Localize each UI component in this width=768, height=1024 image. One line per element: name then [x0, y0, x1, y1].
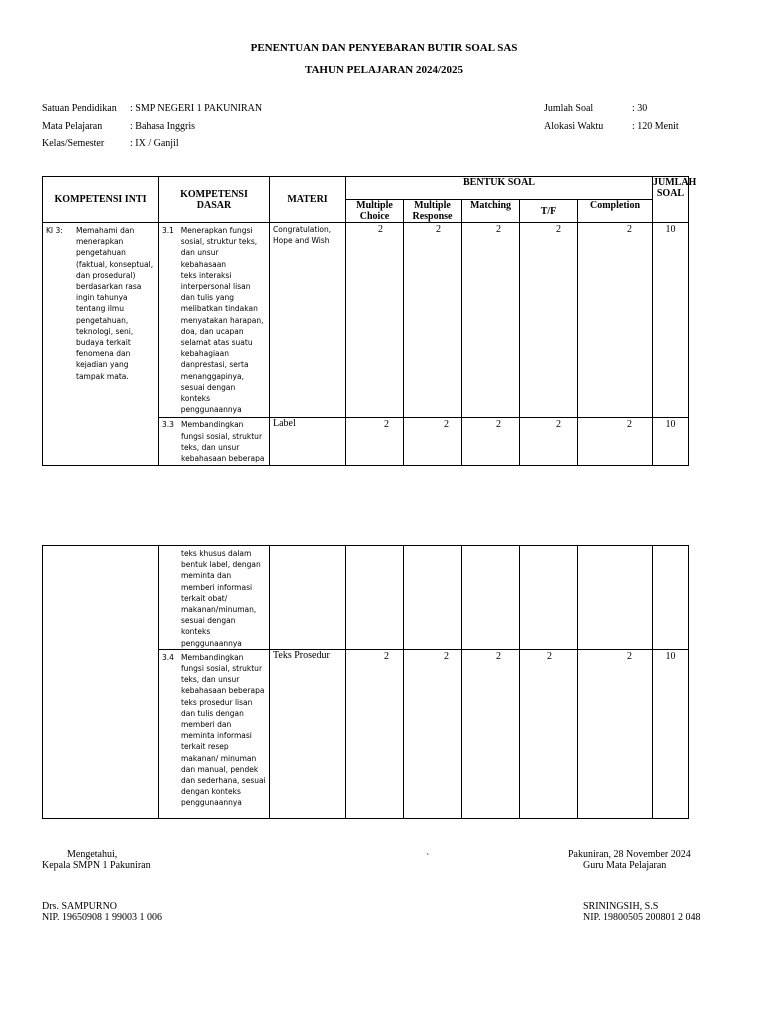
tf-count: 2	[520, 418, 578, 466]
kd-continuation-text: teks khusus dalam bentuk label, dengan meminta dan memberi informasi terkait obat/ makanan/minuman, sesuai dengan konteks penggunaannya	[181, 549, 261, 648]
ki-label: KI 3:	[46, 226, 63, 235]
guru-title: Guru Mata Pelajaran	[583, 860, 667, 871]
header-matching: Matching	[462, 200, 520, 223]
table-row	[43, 546, 689, 650]
mr-count: 2	[404, 418, 462, 466]
kd-continuation-cell	[159, 546, 270, 650]
header-materi: MATERI	[270, 177, 346, 223]
header-multiple-response: Multiple Response	[404, 200, 462, 223]
mr-count: 2	[404, 649, 462, 818]
tf-count: 2	[520, 649, 578, 818]
ki-cell	[43, 223, 159, 466]
matching-count: 2	[462, 649, 520, 818]
kepala-name: Drs. SAMPURNO	[42, 901, 118, 912]
header-completion: Completion	[578, 200, 653, 223]
guru-name: SRININGSIH, S.S	[583, 901, 659, 912]
place-date: Pakuniran, 28 November 2024	[568, 849, 691, 860]
mr-count: 2	[404, 223, 462, 418]
jumlah-soal-label: Jumlah Soal	[544, 103, 594, 114]
header-jumlah-soal: JUMLAH SOAL	[653, 177, 689, 223]
jumlah-count: 10	[653, 223, 689, 418]
jumlah-soal-value: : 30	[632, 103, 648, 114]
page-subtitle: TAHUN PELAJARAN 2024/2025	[304, 64, 464, 76]
materi-cell: Label	[270, 418, 346, 466]
satuan-label: Satuan Pendidikan	[42, 103, 117, 114]
kd-number: 3.3	[162, 420, 174, 430]
kd-text: Membandingkan fungsi sosial, struktur teks, dan unsur kebahasaan beberapa teks prosedur lisan dan tulis dengan memberi dan meminta informasi terkait resep makanan/ minuman dan manual, pendek dan sederhana, sesuai dengan konteks penggunaannya	[181, 652, 266, 808]
soal-table-continued	[42, 545, 689, 819]
mc-count: 2	[346, 418, 404, 466]
materi-cell: Teks Prosedur	[270, 649, 346, 818]
stray-mark: `	[426, 853, 430, 864]
ki-text: Memahami dan menerapkan pengetahuan (faktual, konseptual, dan prosedural) berdasarkan rasa ingin tahunya tentang ilmu pengetahuan, teknologi, seni, budaya terkait fenomena dan kejadian yang tampak mata.	[76, 226, 154, 381]
mengetahui-label: Mengetahui,	[67, 849, 118, 860]
mc-count: 2	[346, 649, 404, 818]
kelas-label: Kelas/Semester	[42, 138, 105, 149]
header-ki: KOMPETENSI INTI	[43, 177, 159, 223]
guru-nip: NIP. 19800505 200801 2 048	[583, 912, 701, 923]
header-multiple-choice: Multiple Choice	[346, 200, 404, 223]
ki-cell-empty	[43, 546, 159, 819]
kd-cell	[159, 649, 270, 818]
mc-count: 2	[346, 223, 404, 418]
jumlah-count: 10	[653, 649, 689, 818]
kd-number: 3.4	[162, 652, 174, 662]
kd-text: Menerapkan fungsi sosial, struktur teks, dan unsur kebahasaan teks interaksi interpersonal lisan dan tulis yang melibatkan tindakan menyatakan harapan, doa, dan ucapan selamat atas suatu kebahagiaan danprestasi, serta menanggapinya, sesuai dengan konteks penggunaannya	[180, 226, 264, 415]
completion-count: 2	[578, 649, 653, 818]
alokasi-value: : 120 Menit	[632, 121, 679, 132]
kepala-sekolah-title: Kepala SMPN 1 Pakuniran	[42, 860, 151, 871]
page-title: PENENTUAN DAN PENYEBARAN BUTIR SOAL SAS	[250, 42, 518, 54]
table-row	[43, 223, 689, 418]
satuan-value: : SMP NEGERI 1 PAKUNIRAN	[130, 103, 263, 114]
jumlah-count: 10	[653, 418, 689, 466]
kd-cell	[159, 418, 270, 466]
kd-cell	[159, 223, 270, 418]
header-tf: T/F	[520, 200, 578, 223]
matching-count: 2	[462, 223, 520, 418]
tf-count: 2	[520, 223, 578, 418]
kepala-nip: NIP. 19650908 1 99003 1 006	[42, 912, 163, 923]
kd-text: Membandingkan fungsi sosial, struktur teks, dan unsur kebahasaan beberapa	[181, 420, 265, 464]
mapel-value: : Bahasa Inggris	[130, 121, 195, 132]
kelas-value: : IX / Ganjil	[130, 138, 179, 149]
soal-table	[42, 176, 697, 466]
alokasi-label: Alokasi Waktu	[544, 121, 604, 132]
materi-cell: Congratulation, Hope and Wish	[270, 223, 346, 418]
mapel-label: Mata Pelajaran	[42, 121, 103, 132]
header-bentuk-soal: BENTUK SOAL	[346, 177, 653, 200]
matching-count: 2	[462, 418, 520, 466]
header-kd: KOMPETENSI DASAR	[159, 177, 270, 223]
completion-count: 2	[578, 223, 653, 418]
kd-number: 3.1	[162, 226, 174, 235]
completion-count: 2	[578, 418, 653, 466]
